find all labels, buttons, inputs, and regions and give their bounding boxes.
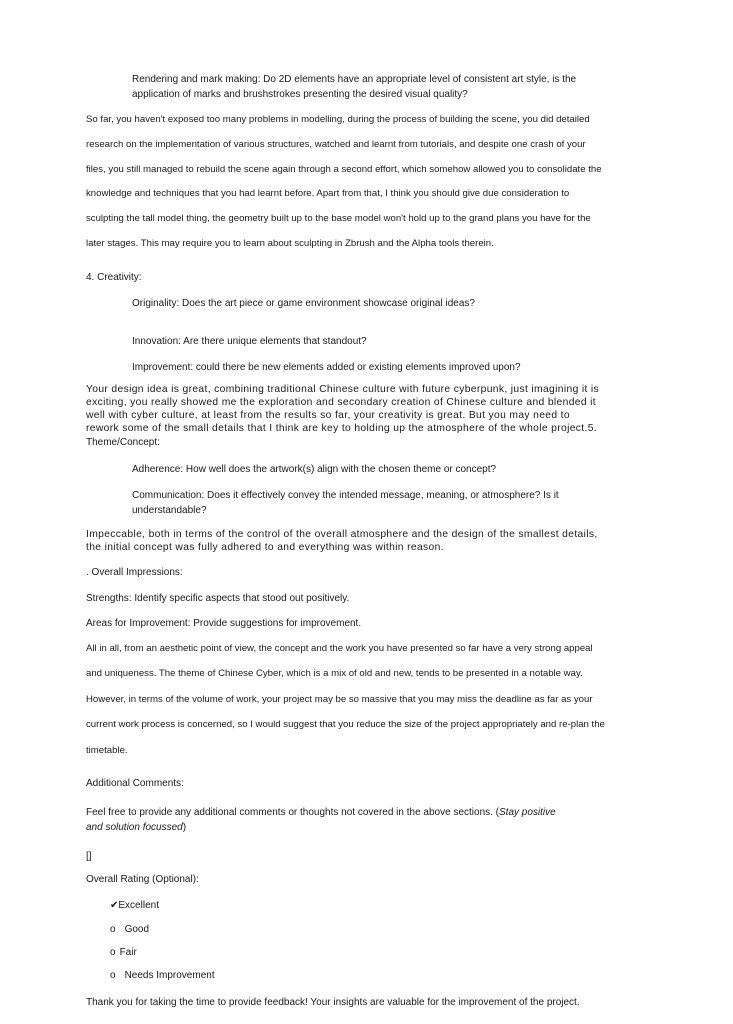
overall-feedback-line: However, in terms of the volume of work, your project may be so massive that you may miss the deadline as far as your [86,694,593,705]
rendering-criterion-line2: application of marks and brushstrokes presenting the desired visual quality? [132,89,468,100]
rating-option-label: Good [124,924,150,935]
creativity-feedback-line: well with cyber culture, at least from the results so far, your creativity is great. But you may need to [86,410,570,421]
prompt-text: Feel free to provide any additional comments or thoughts not covered in the above sections. ( [86,807,500,818]
rating-option-label: Needs Improvement [124,970,215,981]
theme-feedback-line: Impeccable, both in terms of the control of the overall atmosphere and the design of the smallest details, [86,529,598,540]
prompt-text: ) [182,822,187,833]
innovation-criterion: Innovation: Are there unique elements that standout? [132,336,367,347]
rendering-criterion-line1: Rendering and mark making: Do 2D elements have an appropriate level of consistent art style, is the [132,74,577,85]
modelling-feedback-line: So far, you haven't exposed too many problems in modelling, during the process of building the scene, you did detailed [86,114,590,125]
adherence-criterion: Adherence: How well does the artwork(s) align with the chosen theme or concept? [132,464,497,475]
modelling-feedback-line: sculpting the tall model thing, the geometry built up to the base model won't hold up to the grand plans you have for the [86,213,591,224]
checkmark-icon: ✔ [110,900,119,911]
comment-placeholder: [] [86,851,92,862]
additional-comments-heading: Additional Comments: [86,778,184,789]
areas-for-improvement-criterion: Areas for Improvement: Provide suggestions for improvement. [86,618,362,629]
rating-option-needs-improvement[interactable] [110,969,215,982]
modelling-feedback-line: files, you still managed to rebuild the scene again through a second effort, which somehow allowed you to consolidate the [86,164,602,175]
radio-circle-icon: o [110,924,116,935]
creativity-feedback-line: rework some of the small details that I think are key to holding up the atmosphere of the whole project.5. [86,423,598,434]
improvement-criterion: Improvement: could there be new elements added or existing elements improved upon? [132,362,521,373]
radio-circle-icon: o [110,970,116,981]
closing-thanks: Thank you for taking the time to provide feedback! Your insights are valuable for the improvement of the project. [86,997,580,1008]
overall-rating-heading: Overall Rating (Optional): [86,874,199,885]
communication-criterion-line2: understandable? [132,505,207,516]
rating-option-excellent[interactable] [110,899,159,912]
modelling-feedback-line: research on the implementation of various structures, watched and learnt from tutorials, and despite one crash of your [86,139,586,150]
radio-circle-icon: o [110,947,116,958]
overall-impressions-heading: . Overall Impressions: [86,567,183,578]
rating-option-label: Excellent [118,900,159,911]
theme-concept-heading: Theme/Concept: [86,437,160,448]
creativity-feedback-line: exciting, you really showed me the exploration and secondary creation of Chinese culture and blended it [86,397,596,408]
overall-feedback-line: current work process is concerned, so I would suggest that you reduce the size of the project appropriately and re-plan the [86,719,605,730]
overall-feedback-line: All in all, from an aesthetic point of view, the concept and the work you have presented so far have a very strong appeal [86,643,593,654]
additional-comments-prompt-line1 [86,806,556,819]
rating-option-good[interactable] [110,923,149,936]
originality-criterion: Originality: Does the art piece or game environment showcase original ideas? [132,298,475,309]
prompt-italic: Stay positive [499,807,556,818]
rating-option-label: Fair [119,947,137,958]
creativity-feedback-line: Your design idea is great, combining traditional Chinese culture with future cyberpunk, just imagining it is [86,384,600,395]
modelling-feedback-line: later stages. This may require you to learn about sculpting in Zbrush and the Alpha tools therein. [86,238,494,249]
modelling-feedback-line: knowledge and techniques that you had learnt before. Apart from that, I think you should give due consideration to [86,188,570,199]
theme-feedback-line: the initial concept was fully adhered to and everything was within reason. [86,542,444,553]
overall-feedback-line: timetable. [86,745,128,756]
additional-comments-prompt-line2 [86,821,186,834]
strengths-criterion: Strengths: Identify specific aspects that stood out positively. [86,593,350,604]
creativity-heading: 4. Creativity: [86,272,142,283]
communication-criterion-line1: Communication: Does it effectively convey the intended message, meaning, or atmosphere? Is it [132,490,559,501]
overall-feedback-line: and uniqueness. The theme of Chinese Cyber, which is a mix of old and new, tends to be presented in a notable way. [86,668,583,679]
rating-option-fair[interactable] [110,946,137,959]
prompt-italic: and solution focussed [86,822,183,833]
